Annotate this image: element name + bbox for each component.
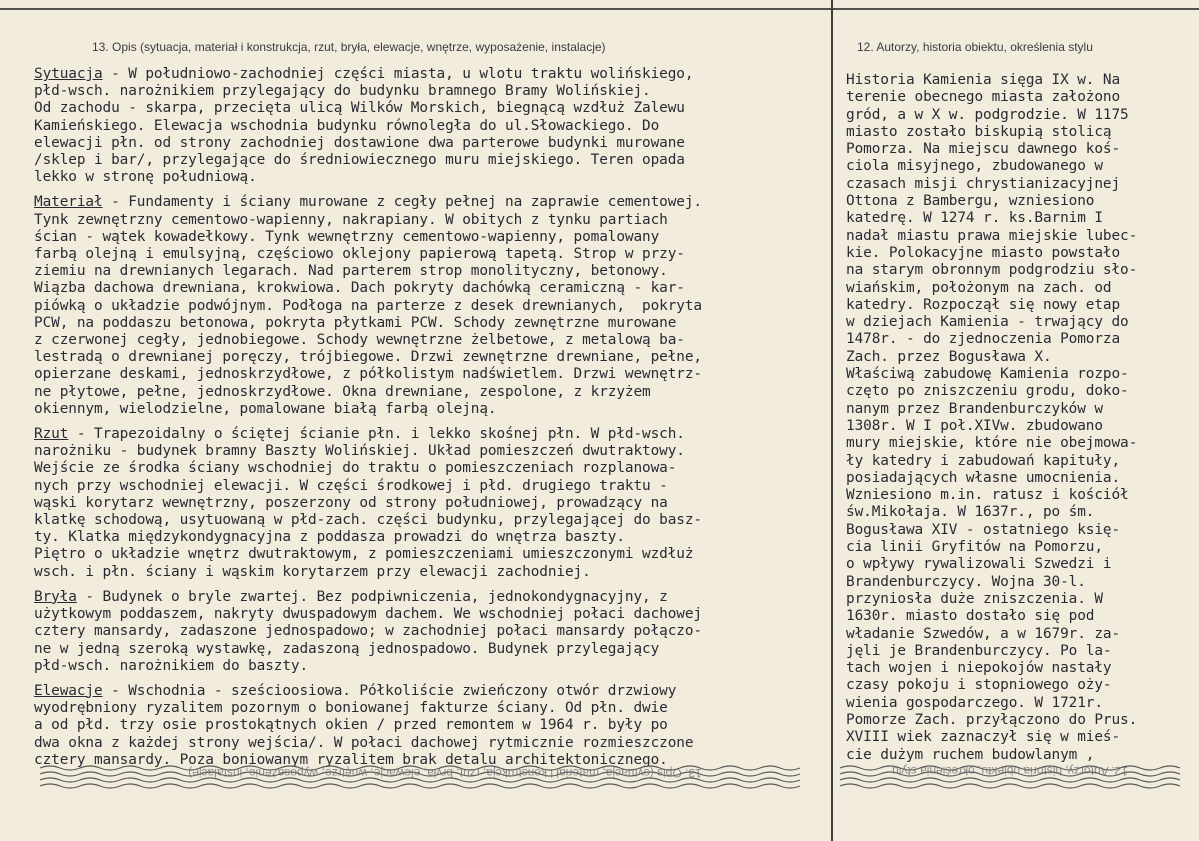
history-column [846, 72, 1196, 764]
section-sytuacja [34, 66, 830, 186]
rzut-heading: Rzut [34, 426, 69, 443]
material-text: - Fundamenty i ściany murowane z cegły pełnej na zaprawie cementowej. Tynk zewnętrzny cementowo-wapienny, nakrapiany. W obitych z tynku partiach ścian - wątek kowadełkowy. Tynk wewnętrzny cementowo-wapienny, pomalowany farbą olejną i emulsyjną, częściowo oklejony papierową tapetą. Strop w przy- ziemiu na drewnianych legarach. Nad parterem strop monolityczny, betonowy. Wiązba dachowa drewniana, krokwiowa. Dach pokryty dachówką ceramiczną - kar- piówką o układzie podwójnym. Podłoga na parterze z desek drewnianych, pokryta PCW, na poddaszu betonowa, pokryta płytkami PCW. Schody zewnętrzne murowane z czerwonej cegły, jednobiegowe. Schody wewnętrzne żelbetowe, z metalową ba- lestradą o drewnianej poręczy, trójbiegowe. Drzwi zewnętrzne drewniane, pełne, opierzane deskami, jednoskrzydłowe, z półkolistym nadświetlem. Drzwi wewnętrz- ne płytowe, pełne, jednoskrzydłowe. Okna drewniane, zespolone, z krzyżem okiennym, wielodzielne, pomalowane białą farbą olejną. [34, 194, 702, 417]
sytuacja-heading: Sytuacja [34, 66, 103, 82]
section-12-header: 12. Autorzy, historia obiektu, określenia stylu [857, 40, 1093, 54]
section-material [34, 194, 830, 418]
top-border-line [0, 8, 1199, 10]
section-elewacje [34, 683, 830, 769]
rzut-text: - Trapezoidalny o ściętej ścianie płn. i lekko skośnej płn. W płd-wsch. narożniku - budynek bramny Baszty Wolińskiej. Układ pomieszczeń dwutraktowy. Wejście ze środka ściany wschodniej do traktu o pomieszczeniach rozplanowa- nych przy wschodniej elewacji. W części środkowej i płd. drugiego traktu - wąski korytarz wewnętrzny, poszerzony od strony południowej, prowadzący na klatkę schodową, usytuowaną w płd-zach. części budynku, przylegającej do basz- ty. Klatka międzykondygnacyjna z poddasza prowadzi do wnętrza baszty. Piętro o układzie wnętrz dwutraktowym, z pomieszczeniami umieszczonymi wzdłuż wsch. i płn. ściany i wąskim korytarzem przy elewacji zachodniej. [34, 426, 702, 580]
bryla-heading: Bryła [34, 588, 77, 605]
sytuacja-text: - W południowo-zachodniej części miasta, u wlotu traktu wolińskiego, płd-wsch. narożnikiem przylegający do budynku bramnego Bramy Wolińskiej. Od zachodu - skarpa, przecięta ulicą Wilków Morskich, biegnącą wzdłuż Zalewu Kamieńskiego. Elewacja wschodnia budynku równoległa do ul.Słowackiego. Do elewacji płn. od strony zachodniej dostawione dwa parterowe budynki murowane /sklep i bar/, przylegające do średniowiecznego muru miejskiego. Teren opada lekko w stronę południową. [34, 66, 694, 186]
elewacje-heading: Elewacje [34, 682, 103, 699]
section-13-header: 13. Opis (sytuacja, materiał i konstrukcja, rzut, bryła, elewacje, wnętrze, wyposażenie, instalacje) [92, 40, 606, 54]
elewacje-text: - Wschodnia - sześcioosiowa. Półkoliście zwieńczony otwór drzwiowy wyodrębniony ryzalitem pozornym o boniowanej fakturze ściany. Od płn. dwie a od płd. trzy osie prostokątnych okien / przed remontem w 1964 r. były po dwa okna z każdej strony wejścia/. W połaci dachowej rytmicznie rozmieszczone cztery mansardy. Poza boniowanym ryzalitem brak detalu architektonicznego. [34, 682, 694, 768]
bryla-text: - Budynek o bryle zwartej. Bez podpiwniczenia, jednokondygnacyjny, z użytkowym poddaszem, nakryty dwuspadowym dachem. We wschodniej połaci dachowej cztery mansardy, zadaszone jednospadowo; w zachodniej połaci mansardy połączo- ne w jedną szeroką wystawkę, zadaszoną jednospadowo. Budynek przylegający płd-wsch. narożnikiem do baszty. [34, 588, 702, 674]
section-rzut [34, 426, 830, 581]
description-column [34, 66, 830, 777]
column-divider [831, 0, 833, 841]
history-text: Historia Kamienia sięga IX w. Na terenie obecnego miasta założono gród, a w X w. podgrodzie. W 1175 miasto zostało biskupią stolicą Pomorza. Na miejscu dawnego koś- ciola misyjnego, zbudowanego w czasach misji chrystianizacyjnej Ottona z Bambergu, wzniesiono katedrę. W 1274 r. ks.Barnim I nadał miastu prawa miejskie lubec- kie. Polokacyjne miasto powstało na starym obronnym podgrodziu sło- wiańskim, położonym na zach. od katedry. Rozpoczął się nowy etap w dziejach Kamienia - trwający do 1478r. - do zjednoczenia Pomorza Zach. przez Bogusława X. Właściwą zabudowę Kamienia rozpo- częto po zniszczeniu grodu, doko- nanym przez Brandenburczyków w 1308r. W I poł.XIVw. zbudowano mury miejskie, które nie obejmowa- ły katedry i zabudowań kapituły, posiadających własne umocnienia. Wzniesiono m.in. ratusz i kościół św.Mikołaja. W 1637r., po śm. Bogusława XIV - ostatniego księ- cia linii Gryfitów na Pomorzu, o wpływy rywalizowali Szwedzi i Brandenburczycy. Wojna 30-l. przyniosła duże zniszczenia. W 1630r. miasto dostało się pod władanie Szwedów, a w 1679r. za- jęli je Brandenburczycy. Po la- tach wojen i niepokojów nastały czasy pokoju i stopniowego oży- wienia gospodarczego. W 1721r. Pomorze Zach. przyłączono do Prus. XVIII wiek zaznaczył się w mieś- cie dużym ruchem budowlanym , [846, 72, 1138, 763]
mirrored-section-12-header: 12. Autorzy, historia obiektu, określenia stylu [892, 764, 1128, 778]
section-bryla [34, 589, 830, 675]
mirrored-section-13-header: 13. Opis (sytuacja, materiał i konstrukcja, rzut, bryła, elewacje, wnętrze, wyposażenie, instalacje) [188, 766, 702, 780]
material-heading: Materiał [34, 194, 103, 211]
